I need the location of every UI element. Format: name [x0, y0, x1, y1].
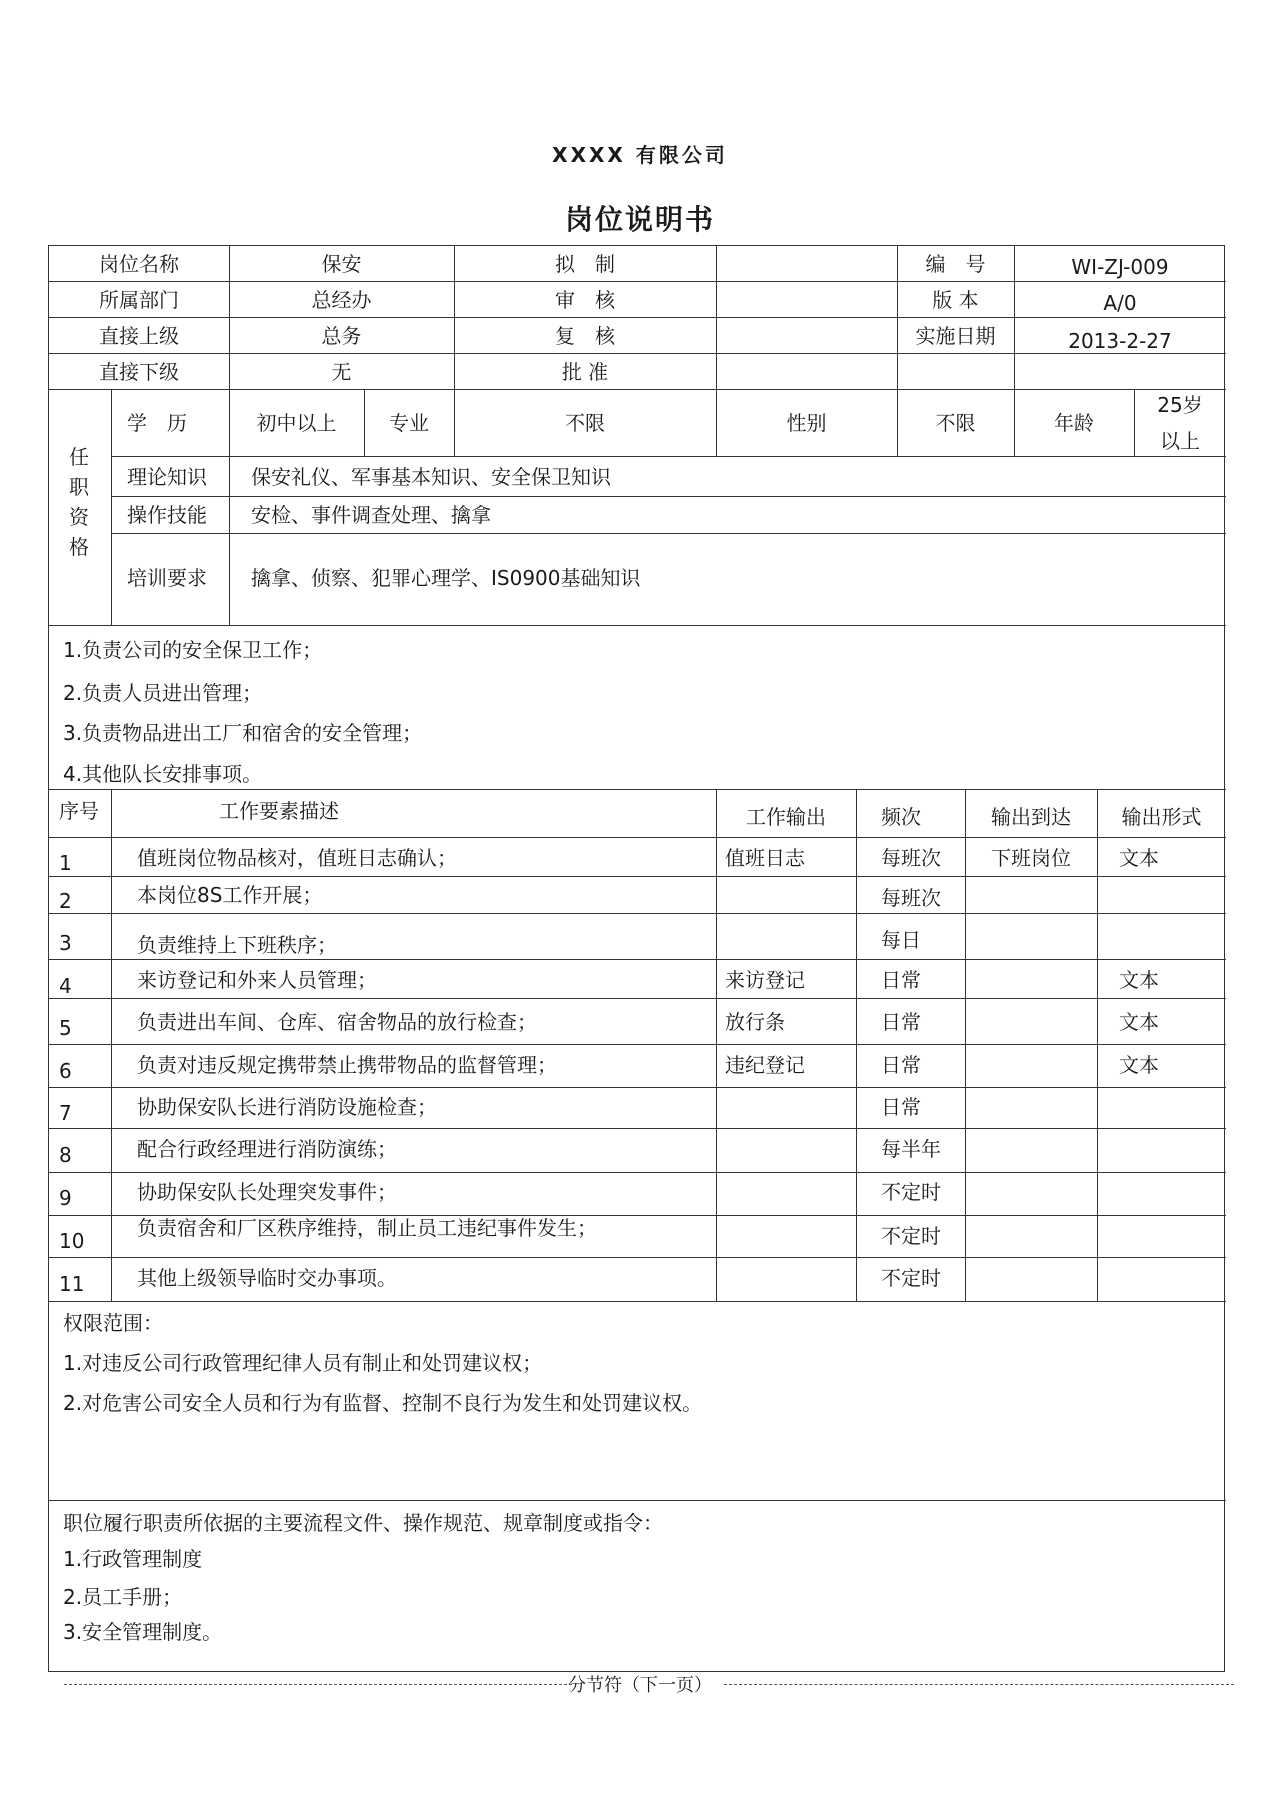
row-description: 本岗位8S工作开展； [137, 883, 323, 907]
row-no: 3 [59, 931, 72, 955]
label-version: 版 本 [932, 288, 979, 312]
row-no: 7 [59, 1101, 72, 1125]
post-name-value: 保安 [321, 252, 362, 276]
row-output-form: 文本 [1119, 846, 1159, 870]
row-frequency: 日常 [881, 1010, 921, 1034]
label-skills: 操作技能 [127, 503, 207, 527]
row-output: 来访登记 [725, 968, 805, 992]
row-description: 负责对违反规定携带禁止携带物品的监督管理； [137, 1053, 557, 1077]
authority-item: 1.对违反公司行政管理纪律人员有制止和处罚建议权； [63, 1351, 543, 1375]
authority-title: 权限范围： [63, 1311, 163, 1335]
row-output: 值班日志 [725, 846, 805, 870]
major-value: 不限 [565, 411, 605, 435]
duty-item: 1.负责公司的安全保卫工作； [63, 638, 323, 662]
subordinate-value: 无 [331, 360, 352, 384]
row-frequency: 日常 [881, 1095, 921, 1119]
header-frequency: 频次 [881, 805, 921, 829]
age-value-line2: 以上 [1160, 429, 1200, 453]
row-frequency: 日常 [881, 968, 921, 992]
row-description: 协助保安队长处理突发事件； [137, 1180, 397, 1204]
basis-item: 3.安全管理制度。 [63, 1620, 223, 1644]
duty-item: 3.负责物品进出工厂和宿舍的安全管理； [63, 721, 423, 745]
basis-item: 1.行政管理制度 [63, 1547, 203, 1571]
gender-value: 不限 [935, 411, 976, 435]
row-description: 值班岗位物品核对，值班日志确认； [137, 846, 457, 870]
label-approve: 批 准 [561, 360, 609, 384]
header-output: 工作输出 [746, 805, 826, 829]
row-frequency: 每班次 [881, 886, 941, 910]
row-no: 1 [59, 851, 72, 875]
row-output-form: 文本 [1119, 968, 1159, 992]
label-age: 年龄 [1054, 411, 1094, 435]
row-no: 4 [59, 974, 72, 998]
label-recheck: 复 核 [555, 324, 615, 348]
education-value: 初中以上 [256, 411, 337, 435]
row-description: 负责宿舍和厂区秩序维持，制止员工违纪事件发生； [137, 1216, 597, 1240]
row-description: 负责维持上下班秩序； [137, 933, 337, 957]
row-output-form: 文本 [1119, 1053, 1159, 1077]
header-output-form: 输出形式 [1121, 805, 1202, 829]
label-department: 所属部门 [99, 288, 179, 312]
row-no: 5 [59, 1016, 72, 1040]
document-title: 岗位说明书 [564, 203, 715, 236]
row-description: 来访登记和外来人员管理； [137, 968, 377, 992]
label-code: 编 号 [925, 252, 986, 276]
row-no: 6 [59, 1059, 72, 1083]
basis-title: 职位履行职责所依据的主要流程文件、操作规范、规章制度或指令： [63, 1511, 663, 1535]
row-frequency: 日常 [881, 1053, 921, 1077]
version-value: A/0 [1103, 291, 1137, 315]
effective-date-value: 2013-2-27 [1068, 329, 1172, 353]
row-description: 负责进出车间、仓库、宿舍物品的放行检查； [137, 1010, 537, 1034]
theory-value: 保安礼仪、军事基本知识、安全保卫知识 [251, 465, 611, 489]
row-frequency: 不定时 [881, 1266, 941, 1290]
basis-item: 2.员工手册； [63, 1585, 183, 1609]
row-no: 2 [59, 889, 72, 913]
row-output-form: 文本 [1119, 1010, 1159, 1034]
label-education: 学 历 [127, 411, 187, 435]
label-major: 专业 [389, 411, 429, 435]
training-value: 擒拿、侦察、犯罪心理学、IS0900基础知识 [251, 566, 641, 590]
superior-value: 总务 [321, 324, 362, 348]
label-subordinate: 直接下级 [99, 360, 179, 384]
row-no: 9 [59, 1186, 72, 1210]
section-break-line-right [724, 1684, 1234, 1685]
duty-item: 4.其他队长安排事项。 [63, 762, 263, 786]
label-review: 审 核 [555, 288, 615, 312]
row-frequency: 每半年 [881, 1137, 941, 1161]
row-frequency: 不定时 [881, 1224, 941, 1248]
row-output: 放行条 [725, 1010, 785, 1034]
skills-value: 安检、事件调查处理、擒拿 [251, 503, 491, 527]
section-break: 分节符（下一页） [568, 1675, 712, 1696]
row-frequency: 不定时 [881, 1180, 941, 1204]
row-output-to: 下班岗位 [991, 846, 1071, 870]
qualification-section-label: 任 职 资 格 [69, 445, 89, 559]
header-description: 工作要素描述 [219, 799, 339, 823]
duty-item: 2.负责人员进出管理； [63, 681, 263, 705]
authority-item: 2.对危害公司安全人员和行为有监督、控制不良行为发生和处罚建议权。 [63, 1391, 703, 1415]
company-name: XXXX 有限公司 [552, 143, 728, 167]
row-no: 11 [59, 1272, 85, 1296]
row-no: 8 [59, 1143, 72, 1167]
department-value: 总经办 [311, 288, 372, 312]
row-no: 10 [59, 1229, 85, 1253]
row-output: 违纪登记 [725, 1053, 805, 1077]
label-post-name: 岗位名称 [99, 252, 179, 276]
row-frequency: 每日 [881, 928, 921, 952]
row-description: 协助保安队长进行消防设施检查； [137, 1095, 437, 1119]
label-theory: 理论知识 [127, 465, 207, 489]
job-description-table [48, 245, 1225, 1672]
row-frequency: 每班次 [881, 846, 941, 870]
header-no: 序号 [59, 799, 99, 823]
label-superior: 直接上级 [99, 324, 179, 348]
age-value-line1: 25岁 [1157, 393, 1203, 417]
label-gender: 性别 [786, 411, 827, 435]
label-draft: 拟 制 [555, 252, 615, 276]
row-description: 配合行政经理进行消防演练； [137, 1137, 397, 1161]
header-output-to: 输出到达 [991, 805, 1071, 829]
label-effective-date: 实施日期 [915, 324, 996, 348]
code-value: WI-ZJ-009 [1071, 255, 1169, 279]
label-training: 培训要求 [127, 566, 207, 590]
row-description: 其他上级领导临时交办事项。 [137, 1266, 397, 1290]
